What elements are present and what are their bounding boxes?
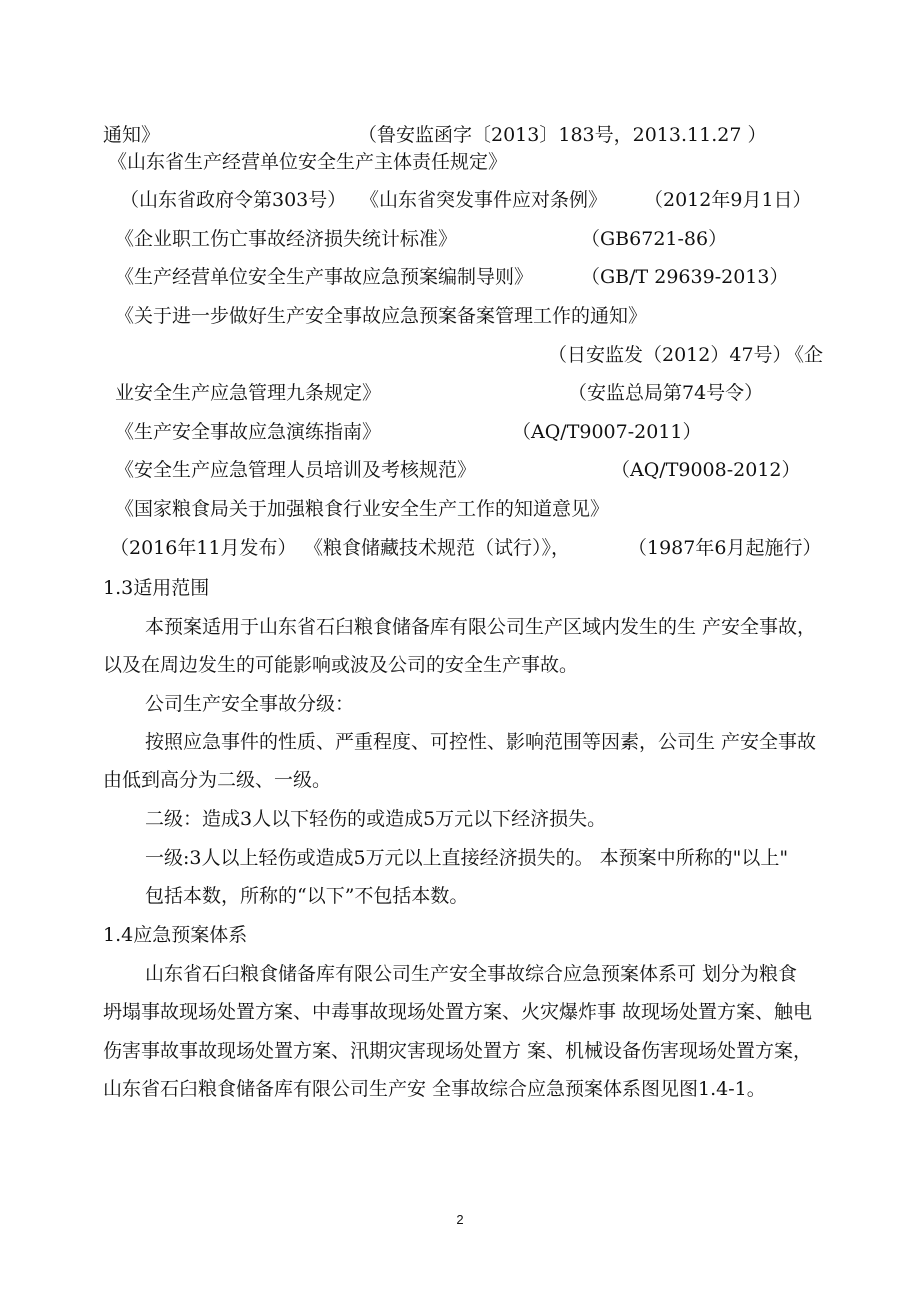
text-line: 业安全生产应急管理九条规定》 — [115, 382, 382, 404]
text-line: 《山东省突发事件应对条例》 — [360, 189, 608, 211]
text-line: 山东省石臼粮食储备库有限公司生产安全事故综合应急预案体系可 划分为粮食 — [145, 963, 798, 985]
text-line: 《企业职工伤亡事故经济损失统计标准》 — [115, 228, 458, 250]
text-line: （1987年6月起施行） — [628, 537, 822, 559]
text-line: （2012年9月1日） — [644, 189, 812, 211]
text-line: （日安监发（2012）47号） — [548, 344, 792, 366]
text-line: 本预案适用于山东省石臼粮食储备库有限公司生产区域内发生的生 产安全事故， — [145, 616, 817, 638]
text-line: （AQ/T9008-2012） — [611, 459, 801, 481]
text-line: 《山东省生产经营单位安全生产主体责任规定》 — [108, 151, 508, 173]
text-line: （安监总局第74号令） — [568, 382, 764, 404]
text-line: 《安全生产应急管理人员培训及考核规范》 — [115, 459, 477, 481]
text-line: （GB/T 29639-2013） — [581, 266, 789, 288]
text-line: 《粮食储藏技术规范（试行）》， — [304, 537, 571, 559]
text-line: 《国家粮食局关于加强粮食行业安全生产工作的知道意见》 — [115, 498, 610, 520]
text-line: 伤害事故事故现场处置方案、汛期灾害现场处置方 案、机械设备伤害现场处置方案， — [103, 1040, 813, 1062]
text-line: 以及在周边发生的可能影响或波及公司的安全生产事故。 — [103, 654, 579, 676]
text-line: 按照应急事件的性质、严重程度、可控性、影响范围等因素，公司生 产安全事故 — [145, 731, 817, 753]
text-line: 《企 — [785, 344, 824, 366]
text-line: （2016年11月发布） — [110, 537, 297, 559]
text-line: （AQ/T9007-2011） — [512, 421, 702, 443]
section-heading: 1.4应急预案体系 — [103, 924, 248, 946]
text-line: 《生产经营单位安全生产事故应急预案编制导则》 — [115, 266, 534, 288]
text-line: （GB6721-86） — [581, 228, 728, 250]
text-line: 公司生产安全事故分级： — [145, 693, 355, 715]
text-line: 山东省石臼粮食储备库有限公司生产安 全事故综合应急预案体系图见图1.4-1。 — [103, 1078, 766, 1100]
text-line: 通知》 — [103, 124, 161, 146]
text-line: 《生产安全事故应急演练指南》 — [115, 421, 382, 443]
text-line: （山东省政府令第303号） — [120, 189, 347, 211]
text-line: 《关于进一步做好生产安全事故应急预案备案管理工作的通知》 — [115, 305, 648, 327]
text-line: 坍塌事故现场处置方案、中毒事故现场处置方案、火灾爆炸事 故现场处置方案、触电 — [103, 1001, 813, 1023]
text-line: 一级:3人以上轻伤或造成5万元以上直接经济损失的。 本预案中所称的"以上" — [145, 847, 789, 869]
text-line: 由低到高分为二级、一级。 — [103, 769, 332, 791]
page-number: 2 — [456, 1212, 464, 1227]
section-heading: 1.3适用范围 — [103, 577, 210, 599]
text-line: （鲁安监函字〔2013〕183号，2013.11.27 ） — [358, 124, 767, 146]
text-line: 包括本数，所称的“以下”不包括本数。 — [145, 885, 469, 907]
text-line: 二级：造成3人以下轻伤的或造成5万元以下经济损失。 — [145, 808, 607, 830]
